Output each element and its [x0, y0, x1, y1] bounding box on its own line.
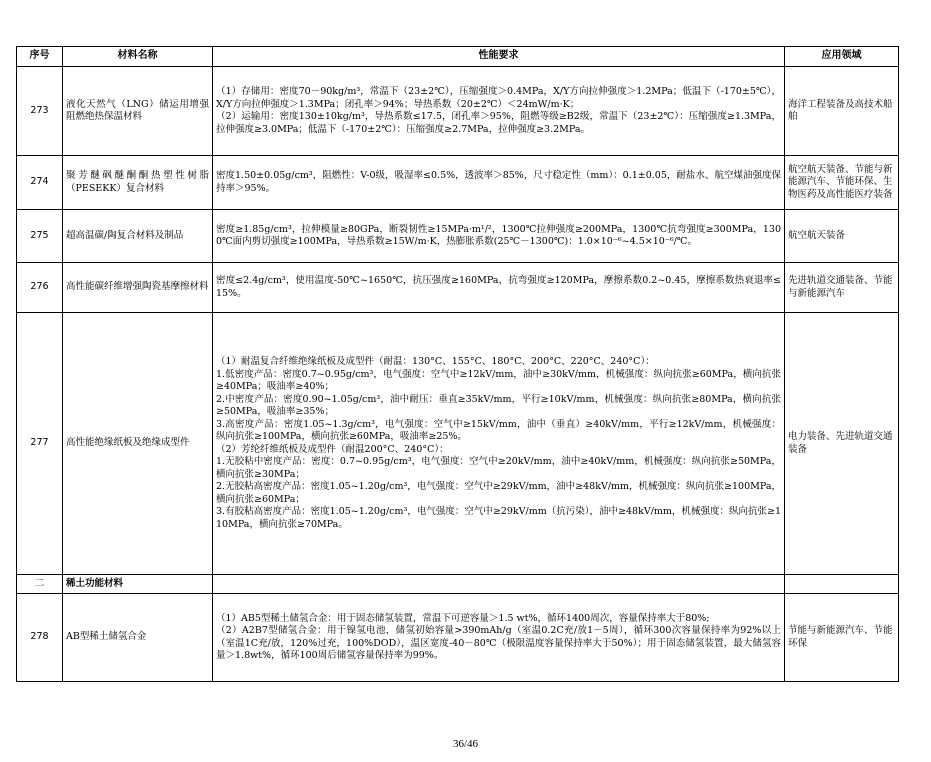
- section-empty-cell: [785, 575, 899, 594]
- requirement-line: 密度1.50±0.05g/cm³，阻燃性：V-0级，吸湿率≤0.5%，透波率＞85%，尺寸稳定性（mm）：0.1±0.05，耐盐水、航空煤油强度保持率＞95%。: [216, 170, 781, 194]
- header-performance-requirements: 性能要求: [213, 47, 785, 67]
- row-no: 276: [17, 263, 63, 313]
- row-material-name: 高性能碳纤维增强陶瓷基摩擦材料: [63, 263, 213, 313]
- row-application: 先进轨道交通装备、节能与新能源汽车: [785, 263, 899, 313]
- requirement-line: 3.高密度产品：密度1.05~1.3g/cm³，电气强度：空气中≥15kV/mm，油中（垂直）≥40kV/mm，平行≥12kV/mm，机械强度：纵向抗张≥100MPa，横向抗张≥60MPa，吸油率≥25%。: [216, 418, 781, 442]
- header-application-field: 应用领域: [785, 47, 899, 67]
- requirement-line: 3.有胶粘高密度产品：密度1.05~1.20g/cm³，电气强度：空气中≥29kV/mm（抗污染），油中≥48kV/mm，机械强度：纵向抗张≥110MPa，横向抗张≥70MPa。: [216, 506, 781, 530]
- row-requirements: [213, 67, 785, 156]
- row-requirements: [213, 156, 785, 210]
- row-no: 277: [17, 313, 63, 575]
- page-number: 36/46: [452, 738, 479, 750]
- requirement-line: 2.无胶粘高密度产品：密度1.05~1.20g/cm³，电气强度：空气中≥29kV/mm，油中≥48kV/mm，机械强度：纵向抗张≥100MPa，横向抗张≥60MPa；: [216, 481, 781, 505]
- requirement-line: 1.无胶粘中密度产品：密度：0.7~0.95g/cm³，电气强度：空气中≥20kV/mm，油中≥40kV/mm，机械强度：纵向抗张≥50MPa，横向抗张≥30MPa；: [216, 456, 781, 480]
- requirement-line: （2）A2B7型储氢合金：用于镍氢电池，储氢初始容量>390mAh/g（室温0.2C充/放1－5周），循环300次容量保持率为92%以上（室温1C充/放，120%过充，100%DOD），温区宽度-40－80℃（极限温度容量保持率大于50%）；用于固态储氢装置，最大储氢容量＞1.8wt%，循环100周后储氢容量保持率为99%。: [216, 625, 781, 661]
- spec-table: [16, 46, 899, 682]
- row-requirements: [213, 210, 785, 263]
- row-requirements: [213, 594, 785, 682]
- table-row: [17, 156, 899, 210]
- row-requirements: [213, 263, 785, 313]
- row-no: 278: [17, 594, 63, 682]
- requirement-line: 2.中密度产品：密度0.90~1.05g/cm³，油中耐压：垂直≥35kV/mm，平行≥10kV/mm，机械强度：纵向抗张≥80MPa，横向抗张≥50MPa，吸油率≥35%；: [216, 393, 781, 417]
- header-material-name: 材料名称: [63, 47, 213, 67]
- section-no: 二: [17, 575, 63, 594]
- requirement-line: （1）存储用：密度70－90kg/m³，常温下（23±2℃），压缩强度＞0.4MPa，X/Y方向拉伸强度＞1.2MPa；低温下（-170±5℃），X/Y方向拉伸强度＞1.3MPa；闭孔率＞94%；导热系数（20±2℃）＜24mW/m·K；: [216, 86, 781, 110]
- row-application: 航空航天装备: [785, 210, 899, 263]
- row-no: 274: [17, 156, 63, 210]
- row-requirements: [213, 313, 785, 575]
- row-application: 节能与新能源汽车、节能环保: [785, 594, 899, 682]
- requirement-line: （2）芳纶纤维纸板及成型件（耐温200°C、240°C）：: [216, 443, 449, 455]
- requirement-line: （1）耐温复合纤维绝缘纸板及成型件（耐温：130°C、155°C、180°C、200°C、220°C、240°C）：: [216, 356, 655, 367]
- table-row: [17, 313, 899, 575]
- requirement-line: （2）运输用：密度130±10kg/m³，导热系数≤17.5，闭孔率＞95%，阻燃等级≥B2级，常温下（23±2℃）：压缩强度≥1.3MPa，拉伸强度≥3.0MPa；低温下（-170±2℃）：压缩强度≥2.7MPa，拉伸强度≥3.2MPa。: [216, 111, 781, 135]
- table-header-row: [17, 47, 899, 67]
- requirement-line: 密度≤2.4g/cm³，使用温度-50℃~1650℃，抗压强度≥160MPa，抗弯强度≥120MPa，摩擦系数0.2~0.45，摩擦系数热衰退率≤15%。: [216, 275, 781, 299]
- row-material-name: 聚芳醚砜醚酮酮热塑性树脂（PESEKK）复合材料: [63, 156, 213, 210]
- row-no: 273: [17, 67, 63, 156]
- requirement-line: （1）AB5型稀土储氢合金：用于固态储氢装置，常温下可逆容量＞1.5 wt%，循环1400周次，容量保持率大于80%;: [216, 612, 710, 624]
- table-row: [17, 263, 899, 313]
- table-row: [17, 210, 899, 263]
- row-material-name: 液化天然气（LNG）储运用增强阻燃绝热保温材料: [63, 67, 213, 156]
- section-empty-cell: [213, 575, 785, 594]
- section-title: 稀土功能材料: [63, 575, 213, 594]
- section-row: [17, 575, 899, 594]
- requirement-line: 密度≥1.85g/cm³，拉伸模量≥80GPa，断裂韧性≥15MPa·m¹/²，1300℃拉伸强度≥200MPa，1300℃抗弯强度≥300MPa，1300℃面内剪切强度≥100MPa，导热系数≥15W/m·K，热膨胀系数(25℃－1300℃)：1.0×10⁻⁶~4.5×10⁻⁶/℃。: [216, 223, 781, 247]
- table-row: [17, 594, 899, 682]
- row-material-name: 超高温碳/陶复合材料及制品: [63, 210, 213, 263]
- header-no: 序号: [17, 47, 63, 67]
- row-application: 航空航天装备、节能与新能源汽车、节能环保、生物医药及高性能医疗装备: [785, 156, 899, 210]
- row-material-name: AB型稀土储氢合金: [63, 594, 213, 682]
- requirement-line: 1.低密度产品：密度0.7~0.95g/cm³，电气强度：空气中≥12kV/mm，油中≥30kV/mm，机械强度：纵向抗张≥60MPa，横向抗张≥40MPa；吸油率≥40%；: [216, 368, 781, 392]
- row-material-name: 高性能绝缘纸板及绝缘成型件: [63, 313, 213, 575]
- row-application: 海洋工程装备及高技术船舶: [785, 67, 899, 156]
- row-no: 275: [17, 210, 63, 263]
- table-row: [17, 67, 899, 156]
- row-application: 电力装备、先进轨道交通装备: [785, 313, 899, 575]
